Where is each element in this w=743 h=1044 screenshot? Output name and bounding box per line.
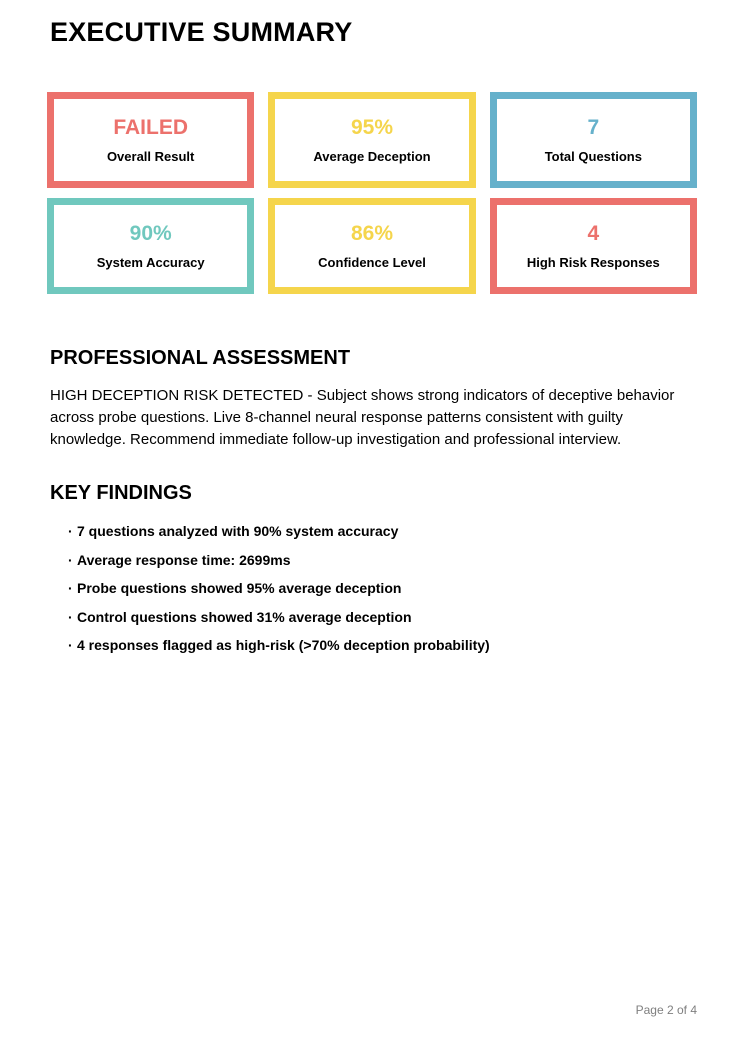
- finding-text: Probe questions showed 95% average deception: [77, 580, 402, 596]
- stat-cards-grid: [47, 92, 697, 294]
- finding-text: 7 questions analyzed with 90% system accuracy: [77, 523, 399, 539]
- bullet-icon: ·: [68, 637, 73, 653]
- stat-value: 95%: [350, 116, 393, 139]
- finding-item: [68, 517, 490, 546]
- page-title: EXECUTIVE SUMMARY: [50, 17, 353, 47]
- page-number: Page 2 of 4: [635, 1003, 697, 1017]
- stat-value: 90%: [129, 222, 172, 245]
- stat-card-overall-result: [47, 92, 254, 188]
- stat-value: 7: [587, 116, 600, 139]
- finding-item: [68, 603, 490, 632]
- finding-text: 4 responses flagged as high-risk (>70% deception probability): [77, 637, 490, 653]
- stat-value: 4: [587, 222, 600, 245]
- bullet-icon: ·: [68, 523, 73, 539]
- stat-card-total-questions: [490, 92, 697, 188]
- finding-item: [68, 574, 490, 603]
- stat-label: High Risk Responses: [526, 255, 660, 270]
- bullet-icon: ·: [68, 608, 73, 625]
- stat-label: Total Questions: [544, 149, 642, 164]
- key-findings-list: [68, 517, 490, 660]
- key-findings-heading: KEY FINDINGS: [50, 482, 192, 504]
- stat-card-system-accuracy: [47, 198, 254, 294]
- stat-card-average-deception: [268, 92, 475, 188]
- stat-card-high-risk-responses: [490, 198, 697, 294]
- stat-label: System Accuracy: [96, 255, 205, 270]
- finding-text: Control questions showed 31% average deception: [77, 608, 412, 625]
- stat-card-confidence-level: [268, 198, 475, 294]
- stat-value: FAILED: [113, 116, 188, 139]
- finding-item: [68, 546, 490, 575]
- stat-value: 86%: [350, 222, 393, 245]
- finding-text: Average response time: 2699ms: [77, 551, 291, 568]
- bullet-icon: ·: [68, 551, 73, 568]
- bullet-icon: ·: [68, 580, 73, 596]
- professional-assessment-text: HIGH DECEPTION RISK DETECTED - Subject shows strong indicators of deceptive behavior across probe questions. Live 8-channel neural response patterns consistent with guilty knowledge. Recommend immediate follow-up investigation and professional interview.: [50, 387, 675, 448]
- finding-item: [68, 631, 490, 660]
- stat-label: Average Deception: [313, 149, 431, 164]
- stat-label: Confidence Level: [318, 255, 426, 270]
- professional-assessment-heading: PROFESSIONAL ASSESSMENT: [50, 347, 351, 369]
- stat-label: Overall Result: [106, 149, 195, 164]
